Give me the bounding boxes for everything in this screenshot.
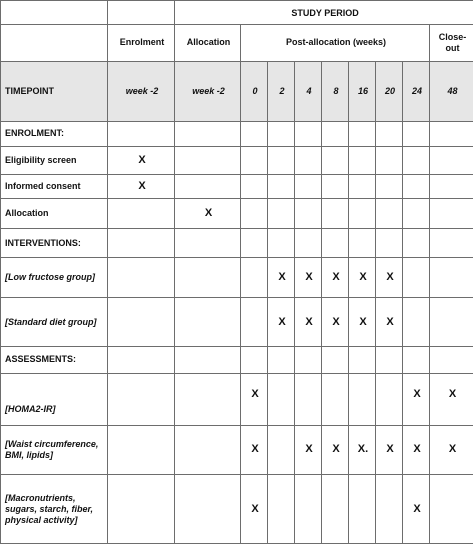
mark-cell	[295, 174, 322, 198]
section-row-assessments	[1, 346, 473, 373]
mark-cell: X	[322, 298, 349, 347]
timepoint-allocation: week -2	[175, 61, 241, 122]
section-label-enrolment: ENROLMENT:	[1, 122, 108, 146]
mark-cell: X	[268, 298, 295, 347]
mark-cell	[349, 475, 376, 544]
row-low-fructose	[1, 257, 473, 297]
mark-cell	[376, 475, 403, 544]
timepoint-week: 4	[295, 61, 322, 122]
header-row-period	[1, 1, 473, 25]
mark-cell	[268, 475, 295, 544]
mark-cell	[430, 475, 473, 544]
mark-cell: X	[175, 199, 241, 229]
mark-cell	[241, 298, 268, 347]
timepoint-enrolment: week -2	[108, 61, 175, 122]
mark-cell	[241, 174, 268, 198]
section-row-interventions	[1, 229, 473, 257]
mark-cell	[108, 257, 175, 297]
mark-cell: X	[241, 475, 268, 544]
row-macronutrients	[1, 475, 473, 544]
mark-cell: X	[295, 298, 322, 347]
mark-cell	[349, 174, 376, 198]
allocation-header: Allocation	[175, 25, 241, 61]
mark-cell	[322, 475, 349, 544]
enrolment-header: Enrolment	[108, 25, 175, 61]
mark-cell	[108, 425, 175, 475]
section-label-assessments: ASSESSMENTS:	[1, 346, 108, 373]
timepoint-close-out: 48	[430, 61, 473, 122]
mark-cell	[403, 298, 430, 347]
mark-cell	[403, 257, 430, 297]
mark-cell: X	[403, 374, 430, 426]
mark-cell	[241, 146, 268, 174]
header-blank-cell	[1, 25, 108, 61]
study-period-header: STUDY PERIOD	[175, 1, 473, 25]
row-label: Informed consent	[1, 174, 108, 198]
mark-cell	[376, 146, 403, 174]
row-waist	[1, 425, 473, 475]
mark-cell	[241, 199, 268, 229]
mark-cell: X	[376, 257, 403, 297]
row-allocation	[1, 199, 473, 229]
mark-cell: X	[430, 425, 473, 475]
timepoint-week: 0	[241, 61, 268, 122]
mark-cell	[403, 146, 430, 174]
mark-cell	[430, 298, 473, 347]
mark-cell: X	[322, 425, 349, 475]
row-label: Eligibility screen	[1, 146, 108, 174]
mark-cell	[322, 199, 349, 229]
timepoint-week: 20	[376, 61, 403, 122]
mark-cell	[175, 174, 241, 198]
mark-cell	[322, 374, 349, 426]
mark-cell: X	[241, 425, 268, 475]
mark-cell	[108, 374, 175, 426]
mark-cell	[376, 174, 403, 198]
row-label: [Macronutrients, sugars, starch, fiber, physical activity]	[1, 475, 108, 544]
mark-cell	[175, 298, 241, 347]
mark-cell: X	[241, 374, 268, 426]
row-label: [HOMA2-IR]	[1, 374, 108, 426]
row-homa	[1, 374, 473, 426]
mark-cell: X	[349, 257, 376, 297]
mark-cell	[376, 199, 403, 229]
mark-cell: X	[376, 298, 403, 347]
mark-cell	[349, 146, 376, 174]
mark-cell: X	[403, 425, 430, 475]
mark-cell	[430, 174, 473, 198]
mark-cell	[295, 199, 322, 229]
row-label: [Low fructose group]	[1, 257, 108, 297]
mark-cell	[175, 374, 241, 426]
timepoint-week: 16	[349, 61, 376, 122]
mark-cell: X	[108, 174, 175, 198]
mark-cell: X	[322, 257, 349, 297]
mark-cell	[403, 174, 430, 198]
timepoint-week: 24	[403, 61, 430, 122]
section-label-interventions: INTERVENTIONS:	[1, 229, 108, 257]
mark-cell	[322, 146, 349, 174]
header-row-phases	[1, 25, 473, 61]
mark-cell	[268, 374, 295, 426]
mark-cell: X	[376, 425, 403, 475]
mark-cell: X.	[349, 425, 376, 475]
mark-cell: X	[349, 298, 376, 347]
mark-cell	[241, 257, 268, 297]
mark-cell	[322, 174, 349, 198]
section-row-enrolment	[1, 122, 473, 146]
mark-cell	[295, 146, 322, 174]
mark-cell	[268, 174, 295, 198]
mark-cell: X	[295, 425, 322, 475]
close-out-header: Close-out	[430, 25, 473, 61]
mark-cell	[175, 425, 241, 475]
mark-cell	[175, 257, 241, 297]
mark-cell	[108, 475, 175, 544]
row-label: Allocation	[1, 199, 108, 229]
timepoint-week: 2	[268, 61, 295, 122]
timepoint-label: TIMEPOINT	[1, 61, 108, 122]
mark-cell	[376, 374, 403, 426]
mark-cell	[430, 199, 473, 229]
mark-cell: X	[108, 146, 175, 174]
mark-cell	[108, 298, 175, 347]
mark-cell	[295, 475, 322, 544]
mark-cell: X	[295, 257, 322, 297]
row-eligibility	[1, 146, 473, 174]
mark-cell	[268, 199, 295, 229]
post-allocation-header: Post-allocation (weeks)	[241, 25, 430, 61]
row-label: [Waist circumference, BMI, lipids]	[1, 425, 108, 475]
timepoint-row	[1, 61, 473, 122]
mark-cell	[430, 257, 473, 297]
timepoint-week: 8	[322, 61, 349, 122]
mark-cell: X	[268, 257, 295, 297]
row-consent	[1, 174, 473, 198]
mark-cell	[349, 199, 376, 229]
mark-cell	[349, 374, 376, 426]
mark-cell	[268, 425, 295, 475]
mark-cell	[175, 475, 241, 544]
row-label: [Standard diet group]	[1, 298, 108, 347]
row-standard-diet	[1, 298, 473, 347]
mark-cell	[108, 199, 175, 229]
mark-cell	[430, 146, 473, 174]
mark-cell: X	[430, 374, 473, 426]
mark-cell	[295, 374, 322, 426]
mark-cell	[403, 199, 430, 229]
mark-cell	[175, 146, 241, 174]
header-blank-cell	[108, 1, 175, 25]
header-blank-cell	[1, 1, 108, 25]
mark-cell	[268, 146, 295, 174]
mark-cell: X	[403, 475, 430, 544]
